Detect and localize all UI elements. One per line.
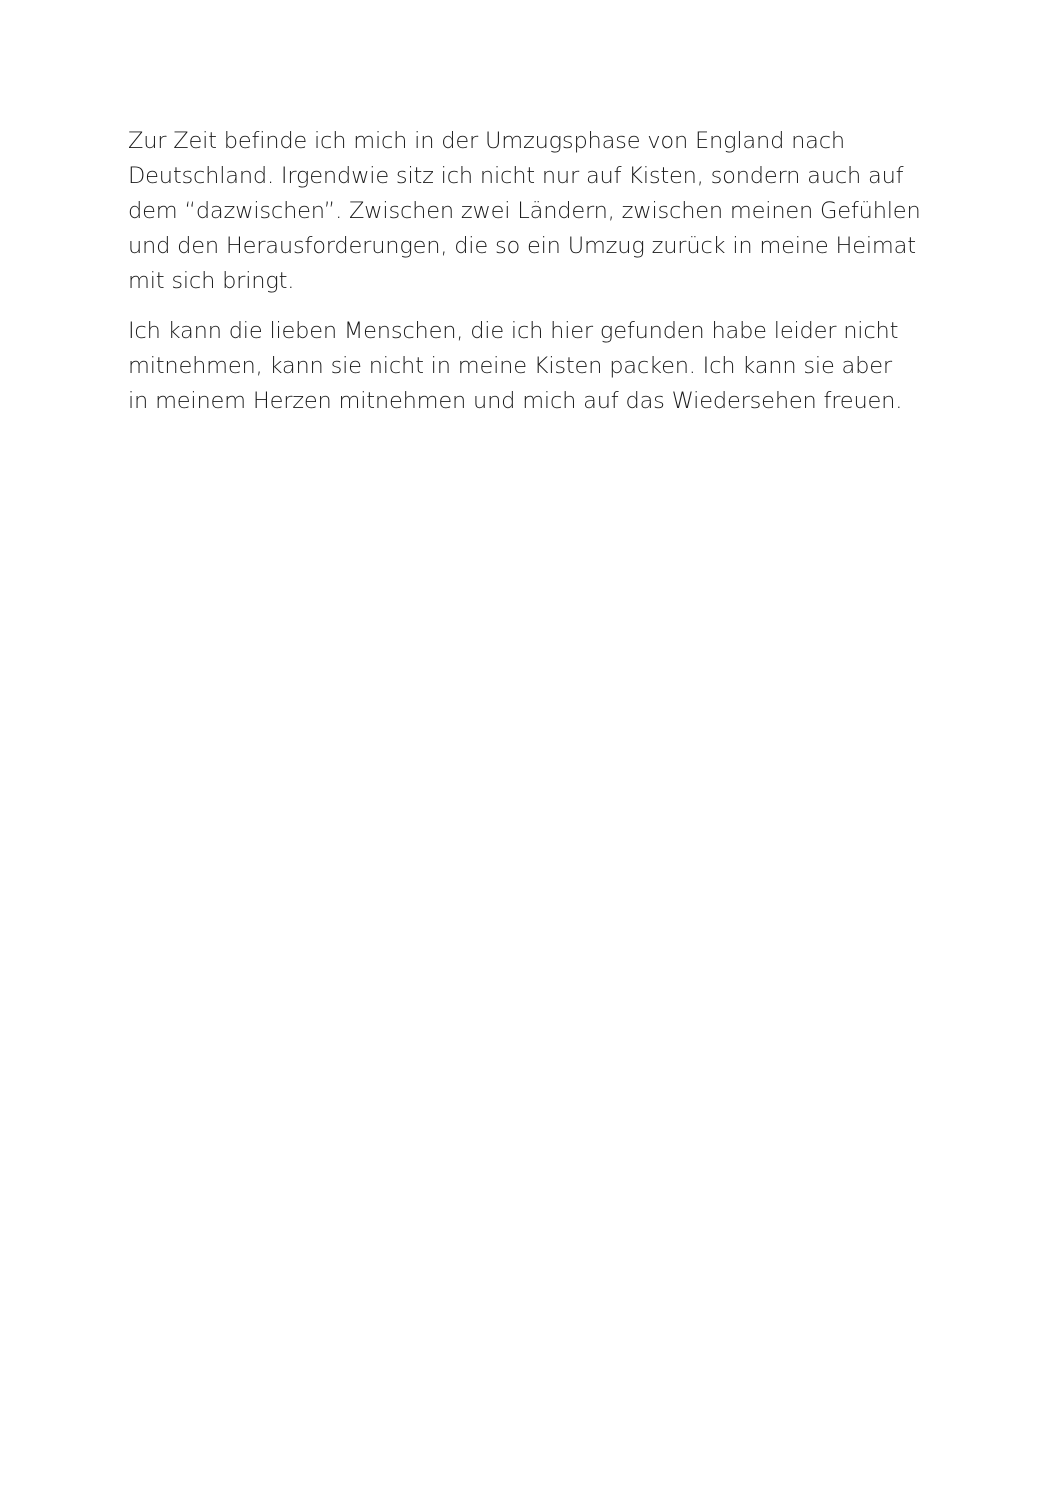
paragraph-1 (128, 124, 938, 299)
text-line: Zur Zeit befinde ich mich in der Umzugsphase von England nach (128, 128, 845, 154)
document-body (128, 124, 938, 419)
text-line: mitnehmen, kann sie nicht in meine Kisten packen. Ich kann sie aber (128, 353, 892, 379)
text-line: und den Herausforderungen, die so ein Umzug zurück in meine Heimat (128, 233, 916, 259)
paragraph-2 (128, 314, 938, 419)
text-line: dem “dazwischen”. Zwischen zwei Ländern, zwischen meinen Gefühlen (128, 198, 921, 224)
text-line: Ich kann die lieben Menschen, die ich hier gefunden habe leider nicht (128, 318, 899, 344)
text-line: mit sich bringt. (128, 268, 295, 294)
text-line: in meinem Herzen mitnehmen und mich auf das Wiedersehen freuen. (128, 388, 903, 414)
text-line: Deutschland. Irgendwie sitz ich nicht nur auf Kisten, sondern auch auf (128, 163, 904, 189)
